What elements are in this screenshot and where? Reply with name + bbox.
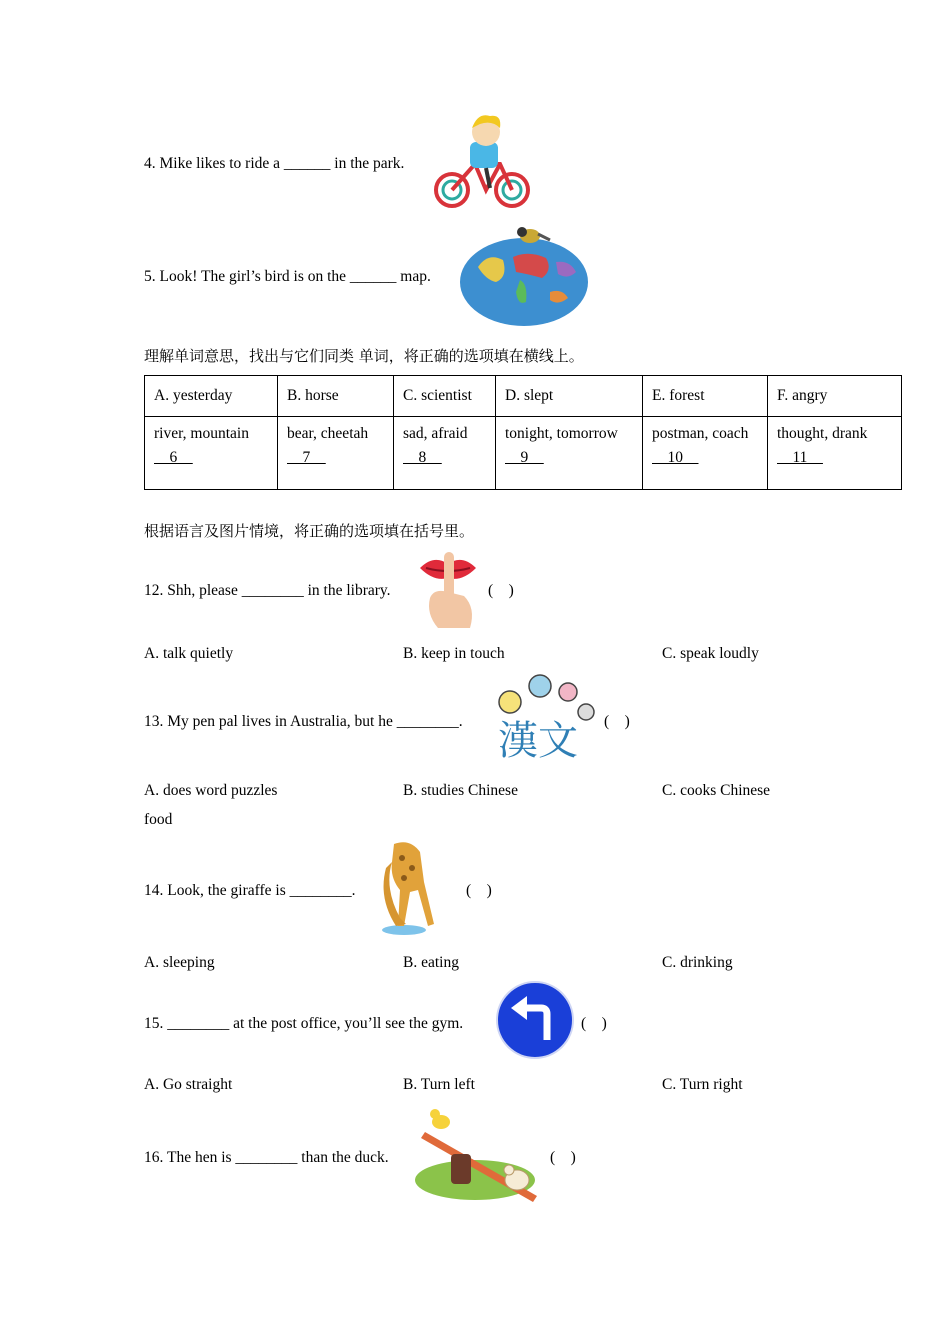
question-15-option-a[interactable]: A. Go straight <box>144 1076 233 1093</box>
answer-blank[interactable]: 10 <box>652 449 699 466</box>
world-map-image <box>458 222 590 328</box>
question-13-answer-paren[interactable]: ( ) <box>604 713 630 730</box>
question-14-option-b[interactable]: B. eating <box>403 954 459 971</box>
word-group-cell <box>278 417 394 490</box>
word-group-cell <box>768 417 902 490</box>
section-2-instruction: 理解单词意思，找出与它们同类 单词，将正确的选项填在横线上。 <box>144 347 584 365</box>
question-16-stem: 16. The hen is ________ than the duck. <box>144 1149 389 1166</box>
seesaw-hen-duck-image <box>413 1104 545 1204</box>
word-group-cell <box>643 417 768 490</box>
question-15-option-c[interactable]: C. Turn right <box>662 1076 743 1093</box>
question-5-text: 5. Look! The girl’s bird is on the ______ map. <box>144 268 431 285</box>
question-4-text: 4. Mike likes to ride a ______ in the park. <box>144 155 405 172</box>
answer-blank[interactable]: 8 <box>403 449 442 466</box>
question-12-stem: 12. Shh, please ________ in the library. <box>144 582 391 599</box>
boy-riding-bike-image <box>430 112 535 210</box>
question-15-answer-paren[interactable]: ( ) <box>581 1015 607 1032</box>
word-group-cell <box>394 417 496 490</box>
question-13-option-c[interactable]: C. cooks Chinese <box>662 782 771 799</box>
section-3-instruction: 根据语言及图片情境，将正确的选项填在括号里。 <box>144 522 475 540</box>
question-15-option-b[interactable]: B. Turn left <box>403 1076 475 1093</box>
question-13-stem: 13. My pen pal lives in Australia, but he ________. <box>144 713 463 730</box>
answer-blank[interactable]: 9 <box>505 449 544 466</box>
word-group: bear, cheetah <box>287 425 369 442</box>
turn-left-sign-image <box>495 980 575 1060</box>
question-13-option-a[interactable]: A. does word puzzles <box>144 782 278 799</box>
word-group: river, mountain <box>154 425 249 442</box>
answer-blank[interactable]: 11 <box>777 449 823 466</box>
question-16-answer-paren[interactable]: ( ) <box>550 1149 576 1166</box>
question-12-answer-paren[interactable]: ( ) <box>488 582 514 599</box>
option-d: D. slept <box>496 376 643 417</box>
question-14-answer-paren[interactable]: ( ) <box>466 882 492 899</box>
word-group: postman, coach <box>652 425 749 442</box>
option-c: C. scientist <box>394 376 496 417</box>
word-matching-table <box>144 375 902 490</box>
word-group: tonight, tomorrow <box>505 425 618 442</box>
option-b: B. horse <box>278 376 394 417</box>
word-group-cell <box>145 417 278 490</box>
answer-blank[interactable]: 7 <box>287 449 326 466</box>
option-f: F. angry <box>768 376 902 417</box>
word-group: sad, afraid <box>403 425 468 442</box>
question-15-stem: 15. ________ at the post office, you’ll see the gym. <box>144 1015 464 1032</box>
question-13-option-b[interactable]: B. studies Chinese <box>403 782 518 799</box>
question-12-option-a[interactable]: A. talk quietly <box>144 645 234 662</box>
question-14-option-a[interactable]: A. sleeping <box>144 954 215 971</box>
giraffe-drinking-image <box>374 838 440 938</box>
svg-text:漢文: 漢文 <box>498 718 578 764</box>
chinese-characters-image <box>494 672 596 764</box>
question-13-option-c-continued: food <box>144 811 173 828</box>
finger-on-lips-image <box>416 548 482 632</box>
word-group-cell <box>496 417 643 490</box>
question-14-option-c[interactable]: C. drinking <box>662 954 733 971</box>
word-group: thought, drank <box>777 425 868 442</box>
option-a: A. yesterday <box>145 376 278 417</box>
question-12-option-c[interactable]: C. speak loudly <box>662 645 759 662</box>
option-e: E. forest <box>643 376 768 417</box>
question-12-option-b[interactable]: B. keep in touch <box>403 645 505 662</box>
question-14-stem: 14. Look, the giraffe is ________. <box>144 882 356 899</box>
answer-blank[interactable]: 6 <box>154 449 193 466</box>
